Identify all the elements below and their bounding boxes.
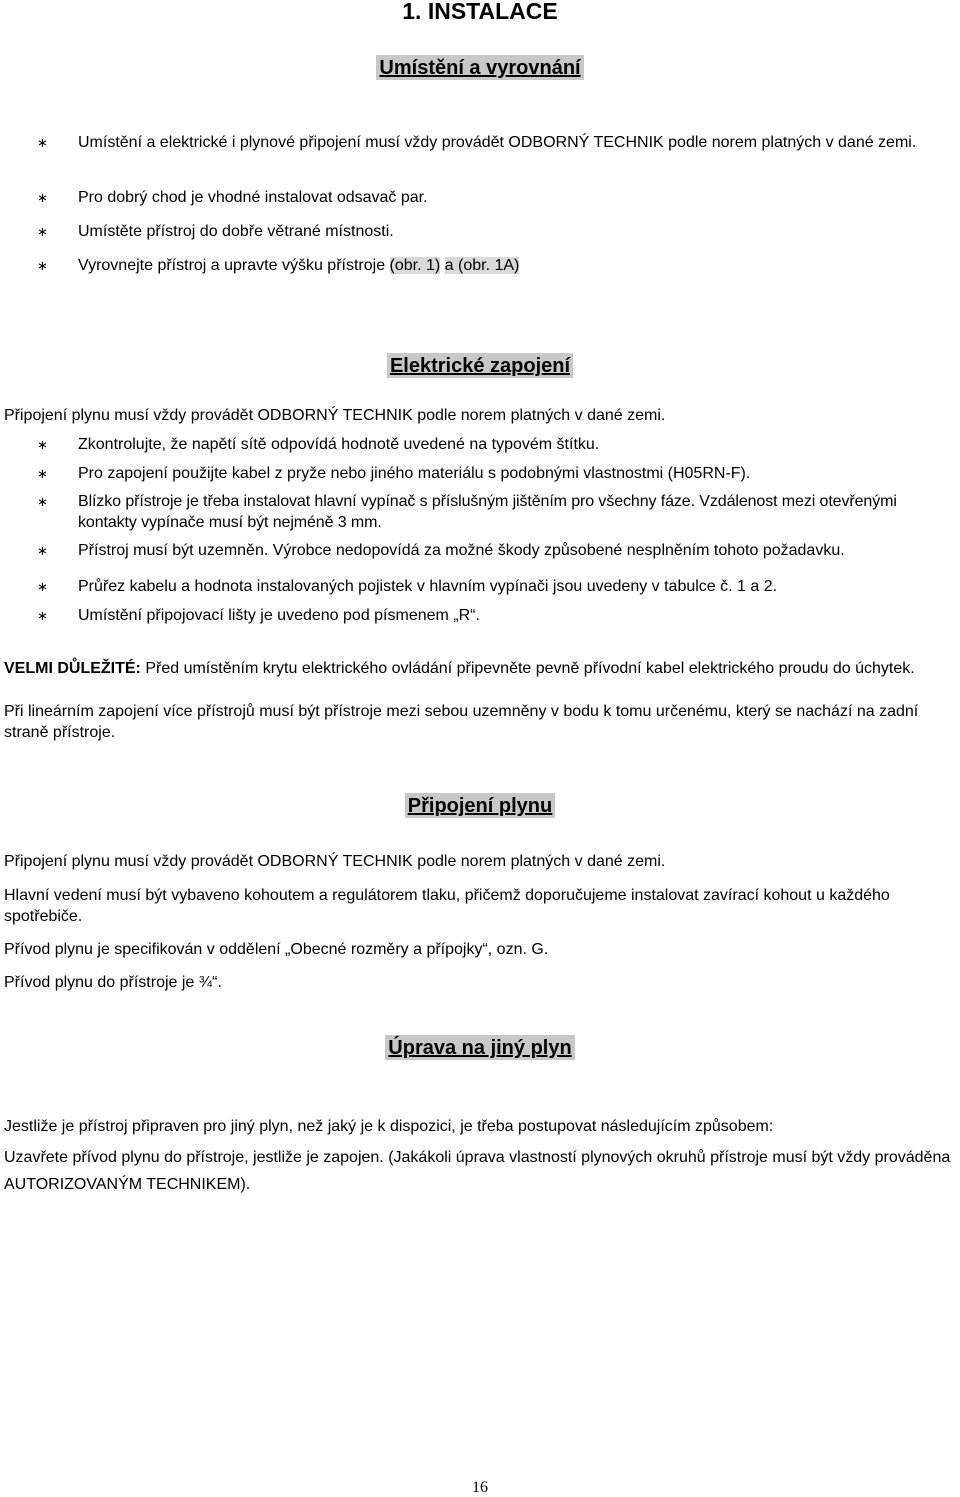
section-heading-conversion	[0, 1035, 960, 1060]
section-title: Úprava na jiný plyn	[385, 1035, 574, 1060]
bullet-icon: ∗	[37, 466, 48, 481]
figure-reference: a (obr. 1A)	[444, 257, 520, 274]
page-number: 16	[472, 1479, 488, 1496]
important-note: VELMI DŮLEŽITÉ: Před umístěním krytu elektrického ovládání připevněte pevně přívodní kabel elektrického proudu do úchytek.	[4, 660, 915, 677]
paragraph: Přívod plynu je specifikován v oddělení „Obecné rozměry a přípojky“, ozn. G.	[4, 941, 549, 958]
bullet-icon: ∗	[37, 579, 48, 594]
page-heading: 1. INSTALACE	[402, 0, 558, 24]
paragraph: Připojení plynu musí vždy provádět ODBORNÝ TECHNIK podle norem platných v dané zemi.	[4, 407, 666, 424]
list-item: Umístění připojovací lišty je uvedeno pod písmenem „R“.	[78, 607, 480, 624]
important-label: VELMI DŮLEŽITÉ:	[4, 660, 141, 677]
section-heading-electrical	[0, 353, 960, 378]
list-item: Umístěte přístroj do dobře větrané místnosti.	[78, 223, 394, 240]
list-item: Umístění a elektrické i plynové připojení musí vždy provádět ODBORNÝ TECHNIK podle norem platných v dané zemi.	[78, 134, 917, 151]
paragraph: Připojení plynu musí vždy provádět ODBORNÝ TECHNIK podle norem platných v dané zemi.	[4, 853, 666, 870]
paragraph: Při lineárním zapojení více přístrojů musí být přístroje mezi sebou uzemněny v bodu k tomu určenému, který se nachází na zadní straně přístroje.	[4, 703, 919, 741]
bullet-icon: ∗	[37, 608, 48, 623]
section-title: Připojení plynu	[405, 793, 555, 818]
section-heading-placement	[0, 55, 960, 80]
figure-reference: (obr. 1)	[389, 257, 441, 274]
paragraph: Hlavní vedení musí být vybaveno kohoutem a regulátorem tlaku, přičemž doporučujeme instalovat zavírací kohout u každého spotřebiče.	[4, 887, 890, 925]
bullet-icon: ∗	[37, 190, 48, 205]
list-item: Blízko přístroje je třeba instalovat hlavní vypínač s příslušným jištěním pro všechny fáze. Vzdálenost mezi otevřenými kontakty vypínače musí být nejméně 3 mm.	[78, 493, 897, 531]
paragraph: Uzavřete přívod plynu do přístroje, jestliže je zapojen. (Jakákoli úprava vlastností plynových okruhů přístroje musí být vždy prováděna AUTORIZOVANÝM TECHNIKEM).	[4, 1149, 951, 1193]
list-item	[78, 255, 958, 276]
list-item-text: Vyrovnejte přístroj a upravte výšku přístroje	[78, 257, 390, 274]
bullet-icon: ∗	[37, 135, 48, 150]
list-item: Pro zapojení použijte kabel z pryže nebo jiného materiálu s podobnými vlastnostmi (H05RN-F).	[78, 465, 751, 482]
paragraph: Jestliže je přístroj připraven pro jiný plyn, než jaký je k dispozici, je třeba postupovat následujícím způsobem:	[4, 1118, 774, 1135]
list-item: Pro dobrý chod je vhodné instalovat odsavač par.	[78, 189, 428, 206]
section-heading-gas	[0, 793, 960, 818]
section-title: Elektrické zapojení	[387, 353, 573, 378]
bullet-icon: ∗	[37, 494, 48, 509]
bullet-icon: ∗	[37, 224, 48, 239]
paragraph: Přívod plynu do přístroje je ¾“.	[4, 974, 222, 991]
bullet-icon: ∗	[37, 543, 48, 558]
list-item: Přístroj musí být uzemněn. Výrobce nedopovídá za možné škody způsobené nesplněním tohoto požadavku.	[78, 542, 845, 559]
bullet-icon: ∗	[37, 437, 48, 452]
list-item: Průřez kabelu a hodnota instalovaných pojistek v hlavním vypínači jsou uvedeny v tabulce č. 1 a 2.	[78, 578, 778, 595]
list-item: Zkontrolujte, že napětí sítě odpovídá hodnotě uvedené na typovém štítku.	[78, 436, 600, 453]
section-title: Umístění a vyrovnání	[376, 55, 583, 80]
bullet-icon: ∗	[37, 258, 48, 273]
